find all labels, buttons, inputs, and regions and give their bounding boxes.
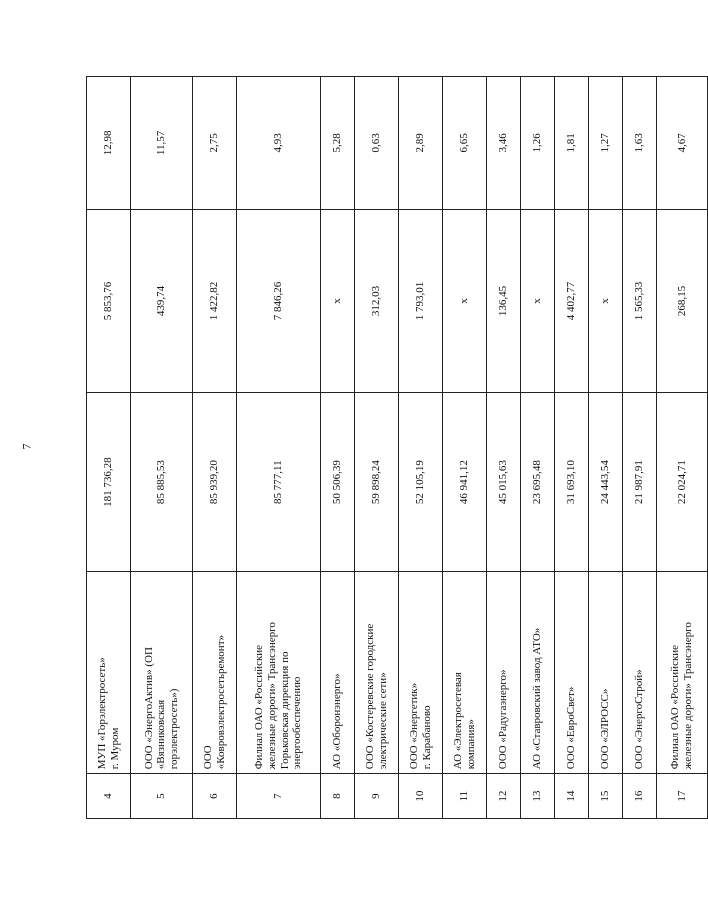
value-col-2: 1 793,01	[399, 209, 443, 392]
value-col-3: 5,28	[321, 77, 355, 210]
rotated-table-container	[86, 76, 694, 819]
table-row	[193, 77, 237, 819]
table-row	[657, 77, 708, 819]
organization-name	[443, 572, 487, 774]
organization-name-line: г. Муром	[108, 727, 121, 770]
row-number: 16	[623, 774, 657, 819]
value-col-3: 6,65	[443, 77, 487, 210]
value-col-1: 46 941,12	[443, 393, 487, 572]
row-number: 15	[589, 774, 623, 819]
organization-name-line: ООО «ЭнергоСтрой»	[633, 669, 646, 770]
value-col-3: 12,98	[87, 77, 131, 210]
organization-name-line: Филиал ОАО «Российские	[669, 644, 682, 770]
organization-name-line: АО «Ставровский завод АТО»	[531, 627, 544, 770]
value-col-1: 85 777,11	[237, 393, 321, 572]
value-col-1: 23 695,48	[521, 393, 555, 572]
value-col-3: 2,75	[193, 77, 237, 210]
organization-name	[487, 572, 521, 774]
organization-name-line: АО «Оборонэнерго»	[331, 673, 344, 770]
organization-name	[321, 572, 355, 774]
table-row	[443, 77, 487, 819]
table-row	[623, 77, 657, 819]
value-col-1: 24 443,54	[589, 393, 623, 572]
organization-name	[193, 572, 237, 774]
value-col-3: 3,46	[487, 77, 521, 210]
organization-name-line: энергообеспечению	[291, 676, 304, 770]
table-row	[87, 77, 131, 819]
row-number: 8	[321, 774, 355, 819]
value-col-3: 1,81	[555, 77, 589, 210]
organization-name-line: «Ковровэлектросетьремонт»	[214, 635, 227, 770]
value-col-2: х	[321, 209, 355, 392]
row-number: 14	[555, 774, 589, 819]
organization-name-line: ООО «Костеревские городские	[363, 623, 376, 770]
value-col-2: х	[443, 209, 487, 392]
organization-name-line: железные дороги» Трансэнерго	[682, 622, 694, 770]
organization-name-line: МУП «Горэлектросеть»	[95, 657, 108, 770]
page-number: 7	[19, 443, 34, 450]
value-col-3: 1,27	[589, 77, 623, 210]
organization-name-line: ООО	[201, 745, 214, 770]
organization-name-line: «Вязниковская	[155, 699, 168, 770]
value-col-3: 1,26	[521, 77, 555, 210]
organization-name-line: ООО «ЭнергоАктив» (ОП	[142, 647, 155, 770]
organization-name-line: ООО «Радугаэнерго»	[497, 669, 510, 770]
row-number: 4	[87, 774, 131, 819]
table-row	[487, 77, 521, 819]
organization-name	[237, 572, 321, 774]
organization-name	[589, 572, 623, 774]
row-number: 10	[399, 774, 443, 819]
value-col-1: 181 736,28	[87, 393, 131, 572]
organization-name	[87, 572, 131, 774]
organization-name-line: г. Карабаново	[420, 705, 433, 770]
table-row	[355, 77, 399, 819]
row-number: 13	[521, 774, 555, 819]
table-row	[521, 77, 555, 819]
value-col-1: 21 987,91	[623, 393, 657, 572]
organization-name	[131, 572, 193, 774]
value-col-1: 31 693,10	[555, 393, 589, 572]
value-col-2: 268,15	[657, 209, 708, 392]
value-col-3: 4,67	[657, 77, 708, 210]
value-col-2: х	[589, 209, 623, 392]
value-col-1: 59 898,24	[355, 393, 399, 572]
organization-name-line: Горьковская дирекция по	[278, 651, 291, 770]
organization-name	[623, 572, 657, 774]
value-col-1: 85 885,53	[131, 393, 193, 572]
value-col-2: х	[521, 209, 555, 392]
table-row	[131, 77, 193, 819]
organization-name-line: Филиал ОАО «Российские	[253, 644, 266, 770]
organization-name	[555, 572, 589, 774]
value-col-2: 7 846,26	[237, 209, 321, 392]
organization-name-line: горэлектросеть»)	[167, 688, 180, 770]
tariff-table	[86, 76, 708, 819]
organization-name-line: электрические сети»	[376, 672, 389, 770]
row-number: 5	[131, 774, 193, 819]
value-col-3: 11,57	[131, 77, 193, 210]
organization-name	[399, 572, 443, 774]
value-col-2: 439,74	[131, 209, 193, 392]
row-number: 11	[443, 774, 487, 819]
organization-name-line: ООО «ЭЛРОСС»	[599, 688, 612, 770]
value-col-2: 5 853,76	[87, 209, 131, 392]
organization-name-line: ООО «ЕвроСвет»	[565, 686, 578, 770]
value-col-2: 1 565,33	[623, 209, 657, 392]
table-row	[589, 77, 623, 819]
row-number: 7	[237, 774, 321, 819]
value-col-2: 312,03	[355, 209, 399, 392]
organization-name-line: АО «Электросетевая	[451, 672, 464, 770]
value-col-1: 22 024,71	[657, 393, 708, 572]
value-col-1: 85 939,20	[193, 393, 237, 572]
value-col-1: 50 506,39	[321, 393, 355, 572]
value-col-3: 4,93	[237, 77, 321, 210]
value-col-1: 45 015,63	[487, 393, 521, 572]
organization-name-line: железные дороги» Трансэнерго	[265, 622, 278, 770]
table-row	[321, 77, 355, 819]
organization-name	[521, 572, 555, 774]
value-col-3: 0,63	[355, 77, 399, 210]
table-row	[555, 77, 589, 819]
value-col-3: 1,63	[623, 77, 657, 210]
table-row	[399, 77, 443, 819]
value-col-3: 2,89	[399, 77, 443, 210]
row-number: 9	[355, 774, 399, 819]
value-col-2: 4 402,77	[555, 209, 589, 392]
value-col-2: 136,45	[487, 209, 521, 392]
organization-name-line: ООО «Энергетик»	[407, 682, 420, 770]
table-row	[237, 77, 321, 819]
value-col-1: 52 105,19	[399, 393, 443, 572]
row-number: 6	[193, 774, 237, 819]
row-number: 17	[657, 774, 708, 819]
row-number: 12	[487, 774, 521, 819]
organization-name	[657, 572, 708, 774]
organization-name-line: компания»	[464, 719, 477, 770]
value-col-2: 1 422,82	[193, 209, 237, 392]
organization-name	[355, 572, 399, 774]
